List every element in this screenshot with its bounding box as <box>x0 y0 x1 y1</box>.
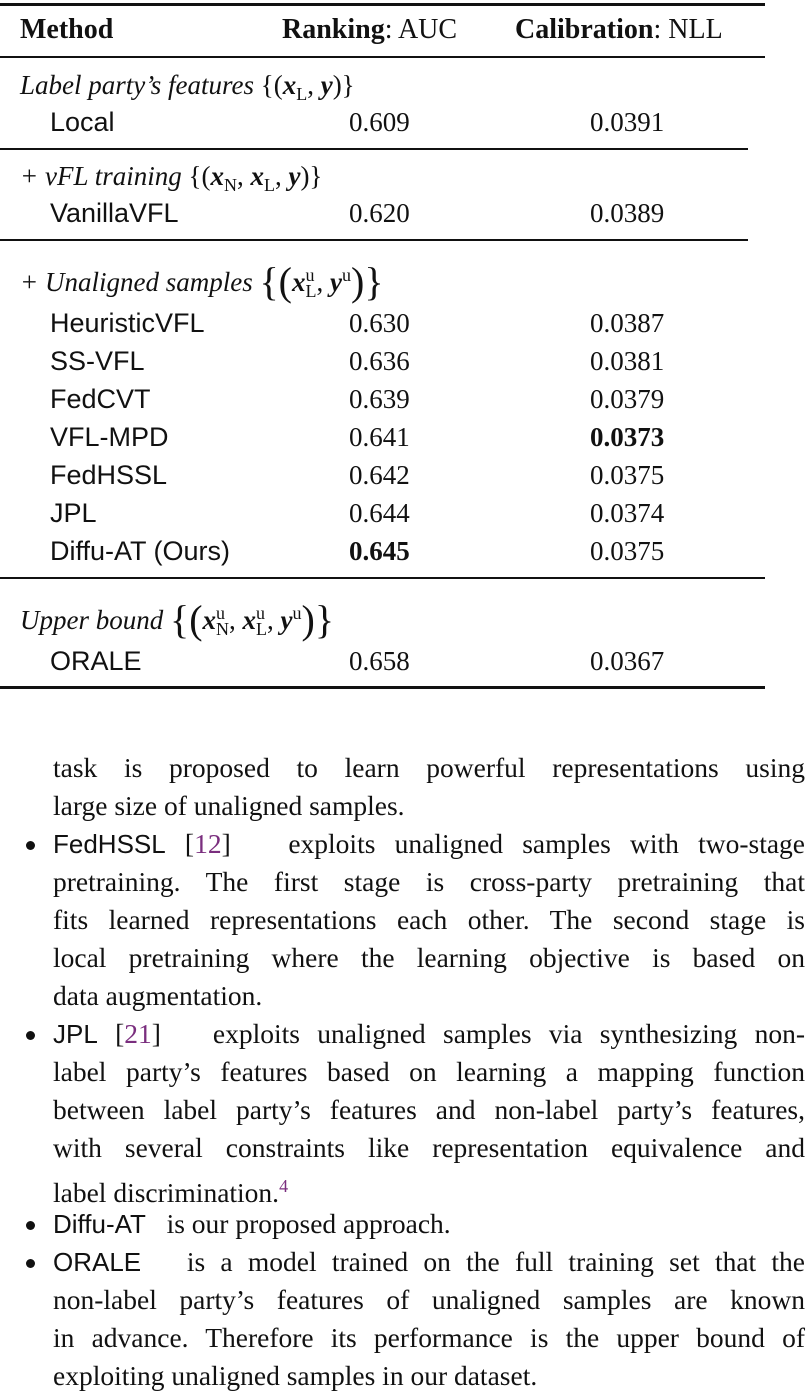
bullet-diffu-at: Diffu-AT is our proposed approach. <box>53 1208 451 1239</box>
table-row: VFL-MPD 0.641 0.0373 <box>0 418 810 456</box>
section-title-label-party: Label party’s features {($x_L$, y)} <box>20 70 355 104</box>
paragraph-line: data augmentation. <box>53 980 263 1011</box>
paragraph-line: exploiting unaligned samples in our dataset. <box>53 1360 538 1391</box>
section-rule-3 <box>0 577 765 579</box>
paragraph-line: task is proposed to learn powerful representations using <box>53 752 805 783</box>
header-method: Method <box>20 14 114 45</box>
paragraph-line: with several constraints like representation equivalence and <box>53 1132 805 1163</box>
paragraph-line: in advance. Therefore its performance is the upper bound of <box>53 1322 805 1353</box>
bullet-dot <box>24 1221 38 1235</box>
table-header <box>0 11 810 49</box>
table-row: SS-VFL 0.636 0.0381 <box>50 346 665 376</box>
paragraph-line: fits learned representations each other. The second stage is <box>53 904 805 935</box>
section-rule-1 <box>0 148 748 150</box>
table-row: ORALE 0.658 0.0367 <box>50 646 665 676</box>
bullet-dot <box>24 1259 38 1273</box>
top-rule <box>0 3 765 6</box>
bullet-orale: ORALE is a model trained on the full training set that the <box>53 1246 806 1277</box>
table-row: VanillaVFL 0.620 0.0389 <box>50 198 665 228</box>
table-row: HeuristicVFL 0.630 0.0387 <box>50 308 665 338</box>
best-nll: 0.0373 <box>590 422 665 452</box>
section-title-unaligned: + Unaligned samples {($x^u_L$, $y^u$)} <box>20 259 384 304</box>
paragraph-line: label party’s features based on learning a mapping function <box>53 1056 805 1087</box>
paragraph-line: non-label party’s features of unaligned samples are known <box>53 1284 805 1315</box>
citation-link[interactable]: 12 <box>194 828 222 859</box>
paragraph-line: between label party’s features and non-label party’s features, <box>53 1094 805 1125</box>
section-title-upper-bound: Upper bound {($x^u_N$, $x^u_L$, $y^u$)} <box>20 597 335 642</box>
paragraph-line: local pretraining where the learning objective is based on <box>53 942 805 973</box>
bullet-dot <box>24 1031 38 1045</box>
table-row: Local 0.609 0.0391 <box>50 107 665 137</box>
bottom-rule <box>0 686 765 689</box>
paragraph-line: label discrimination.$^4$ <box>53 1176 289 1208</box>
header-rule <box>0 56 765 58</box>
table-row: JPL 0.644 0.0374 <box>50 498 665 528</box>
citation-link[interactable]: 21 <box>124 1018 152 1049</box>
section-title-vfl-training: + vFL training {($x_N$, $x_L$, y)} <box>20 161 323 195</box>
table-row: FedCVT 0.639 0.0379 <box>50 384 665 414</box>
bullet-jpl: JPL [21] exploits unaligned samples via synthesizing non- <box>53 1018 805 1049</box>
paragraph-line: large size of unaligned samples. <box>53 790 405 821</box>
header-calibration: Calibration: NLL <box>515 14 723 45</box>
bullet-dot <box>24 841 38 855</box>
header-ranking: Ranking: AUC <box>282 14 458 45</box>
bullet-fedhssl: FedHSSL [12] exploits unaligned samples with two-stage <box>53 828 805 859</box>
footnote-mark[interactable]: 4 <box>279 1176 289 1196</box>
paragraph-line: pretraining. The first stage is cross-party pretraining that <box>53 866 805 897</box>
section-rule-2 <box>0 239 748 241</box>
best-auc: 0.645 <box>349 536 410 566</box>
table-row: FedHSSL 0.642 0.0375 <box>50 460 665 490</box>
table-row: Diffu-AT (Ours) 0.645 0.0375 <box>0 532 810 570</box>
